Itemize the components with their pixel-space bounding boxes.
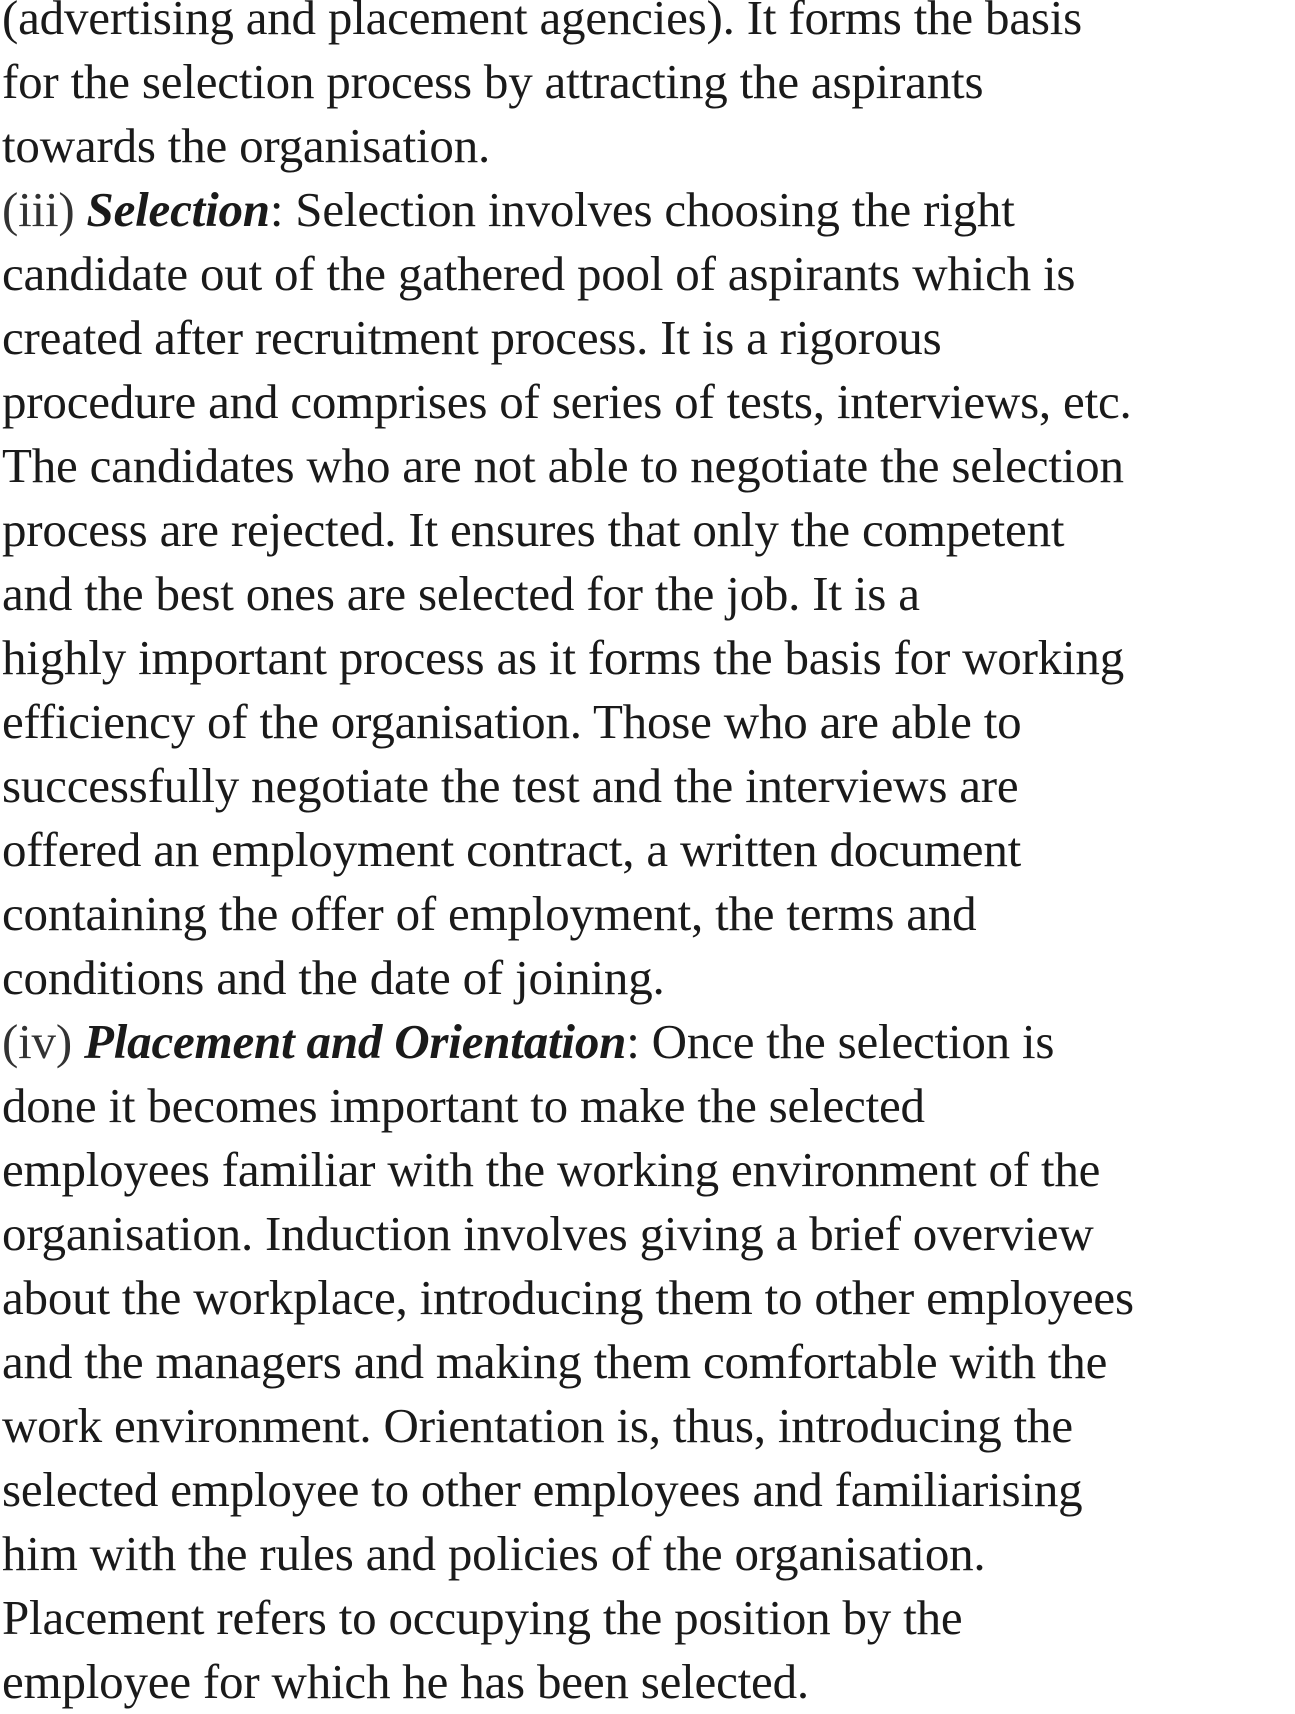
text-line: done it becomes important to make the selected xyxy=(2,1078,925,1133)
text-line: work environment. Orientation is, thus, introducing the xyxy=(2,1398,1073,1453)
text-line: process are rejected. It ensures that only the competent xyxy=(2,502,1065,557)
text-line: created after recruitment process. It is a rigorous xyxy=(2,310,942,365)
section-numeral: (iv) xyxy=(2,1014,72,1069)
text-line: towards the organisation. xyxy=(2,118,491,173)
text-line: highly important process as it forms the basis for working xyxy=(2,630,1125,685)
text-line: successfully negotiate the test and the interviews are xyxy=(2,758,1019,813)
text-line: about the workplace, introducing them to other employees xyxy=(2,1270,1134,1325)
section-heading: Selection xyxy=(86,182,270,237)
selection-heading-line xyxy=(2,178,1292,242)
text-line: candidate out of the gathered pool of aspirants which is xyxy=(2,246,1076,301)
text-line: Placement refers to occupying the position by the xyxy=(2,1590,963,1645)
text-line: conditions and the date of joining. xyxy=(2,950,665,1005)
intro-paragraph xyxy=(2,0,1292,178)
text-line: containing the offer of employment, the terms and xyxy=(2,886,977,941)
section-heading: Placement and Orientation xyxy=(84,1014,627,1069)
text-line: and the managers and making them comfortable with the xyxy=(2,1334,1108,1389)
text-line: offered an employment contract, a written document xyxy=(2,822,1022,877)
text-line: organisation. Induction involves giving a brief overview xyxy=(2,1206,1094,1261)
placement-section xyxy=(2,1010,1292,1714)
text-line: him with the rules and policies of the organisation. xyxy=(2,1526,986,1581)
text-line: efficiency of the organisation. Those who are able to xyxy=(2,694,1022,749)
selection-section xyxy=(2,178,1292,1010)
placement-heading-line xyxy=(2,1010,1292,1074)
text-line: for the selection process by attracting the aspirants xyxy=(2,54,984,109)
section-numeral: (iii) xyxy=(2,182,75,237)
text-line: employee for which he has been selected. xyxy=(2,1654,809,1709)
text-fragment: : Once the selection is xyxy=(626,1014,1055,1069)
text-line: employees familiar with the working environment of the xyxy=(2,1142,1101,1197)
text-line: selected employee to other employees and familiarising xyxy=(2,1462,1083,1517)
text-line: The candidates who are not able to negotiate the selection xyxy=(2,438,1124,493)
text-fragment: : Selection involves choosing the right xyxy=(269,182,1015,237)
text-line: procedure and comprises of series of tests, interviews, etc. xyxy=(2,374,1132,429)
text-line: and the best ones are selected for the job. It is a xyxy=(2,566,920,621)
document-page xyxy=(2,0,1292,1714)
text-line: (advertising and placement agencies). It forms the basis xyxy=(2,0,1083,45)
